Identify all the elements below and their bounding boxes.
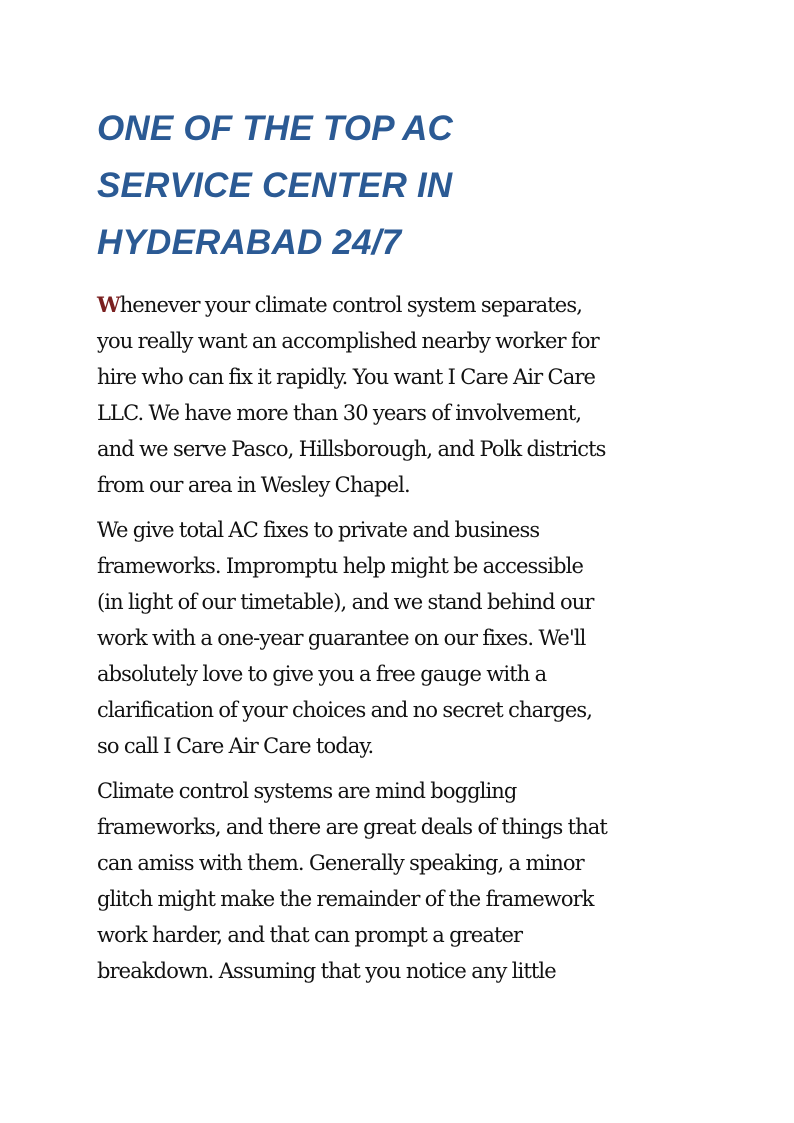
- paragraph-line: breakdown. Assuming that you notice any little: [97, 959, 556, 983]
- initial-letter: W: [97, 292, 120, 317]
- paragraph-line-text: henever your climate control system separates,: [119, 293, 582, 317]
- paragraph-line: can amiss with them. Generally speaking, a minor: [97, 851, 584, 875]
- paragraph-line: so call I Care Air Care today.: [97, 734, 374, 758]
- paragraph-line: frameworks. Impromptu help might be accessible: [97, 554, 583, 578]
- systems-paragraph: [97, 773, 697, 989]
- services-paragraph: [97, 512, 697, 764]
- page-title: [97, 100, 697, 271]
- paragraph-line: hire who can fix it rapidly. You want I Care Air Care: [97, 365, 595, 389]
- paragraph-line: absolutely love to give you a free gauge with a: [97, 662, 547, 686]
- intro-paragraph: [97, 287, 697, 503]
- paragraph-line: glitch might make the remainder of the framework: [97, 887, 594, 911]
- title-line: HYDERABAD 24/7: [97, 223, 402, 262]
- paragraph-line: clarification of your choices and no secret charges,: [97, 698, 593, 722]
- paragraph-line: [97, 287, 697, 323]
- paragraph-line: and we serve Pasco, Hillsborough, and Polk districts: [97, 437, 606, 461]
- paragraph-line: LLC. We have more than 30 years of involvement,: [97, 401, 582, 425]
- paragraph-line: you really want an accomplished nearby worker for: [97, 329, 599, 353]
- page-content: [97, 100, 697, 989]
- paragraph-line: from our area in Wesley Chapel.: [97, 473, 410, 497]
- paragraph-line: We give total AC fixes to private and business: [97, 518, 540, 542]
- title-line: SERVICE CENTER IN: [97, 166, 453, 205]
- paragraph-line: (in light of our timetable), and we stand behind our: [97, 590, 594, 614]
- title-line: ONE OF THE TOP AC: [97, 109, 454, 148]
- paragraph-line: Climate control systems are mind boggling: [97, 779, 517, 803]
- paragraph-line: work with a one-year guarantee on our fixes. We'll: [97, 626, 586, 650]
- paragraph-line: frameworks, and there are great deals of things that: [97, 815, 607, 839]
- paragraph-line: work harder, and that can prompt a greater: [97, 923, 523, 947]
